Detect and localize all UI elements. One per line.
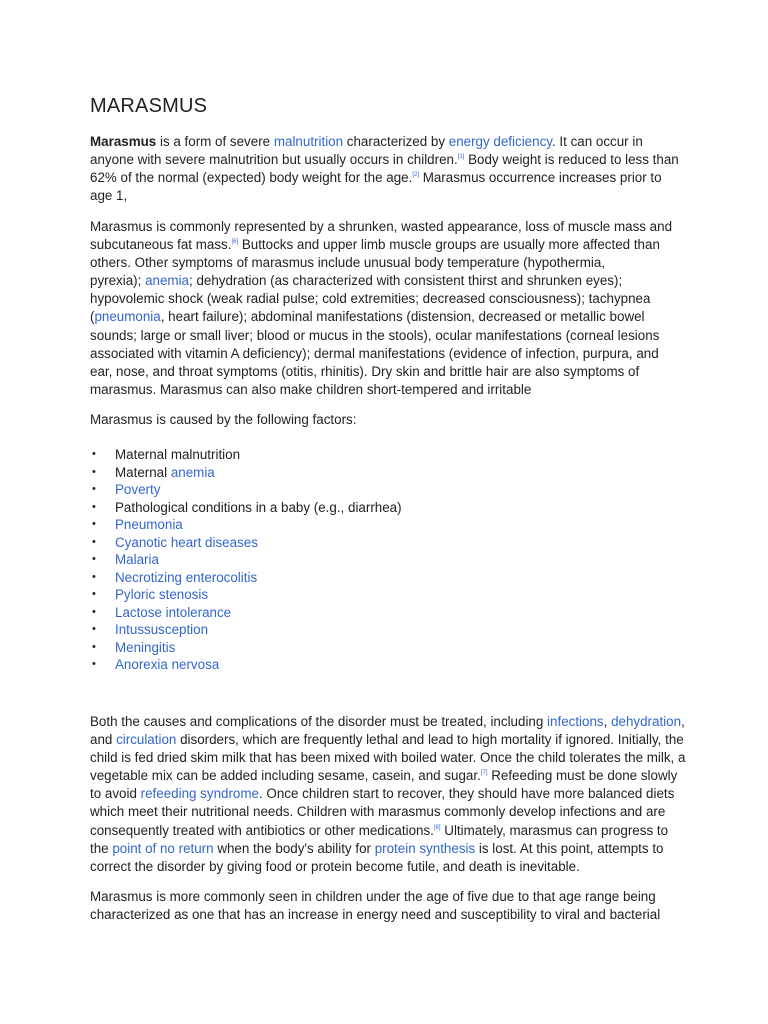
text-run: Ultimately, marasmus can progress to (440, 822, 669, 838)
text-run: consequently treated with antibiotics or other medications. (90, 822, 434, 838)
treatment-line-9: correct the disorder by giving food or protein become futile, and death is inevitable. (90, 858, 580, 874)
bullet-icon: • (92, 483, 96, 495)
link-malnutrition[interactable]: malnutrition (273, 134, 344, 149)
text-run: and (90, 732, 117, 748)
text-run: Body weight is reduced to less than (464, 152, 679, 168)
link-pneumonia[interactable]: pneumonia (94, 309, 161, 325)
prevalence-line-1: Marasmus is more commonly seen in children under the age of five due to that age range being (90, 889, 656, 904)
bullet-icon: • (92, 640, 96, 653)
link-energy-deficiency[interactable]: energy deficiency (448, 134, 552, 149)
prevalence-paragraph (90, 888, 680, 924)
list-item (90, 481, 402, 499)
bullet-icon: • (92, 465, 96, 478)
term-bold: Marasmus (90, 134, 157, 149)
link-circulation[interactable]: circulation (116, 732, 177, 748)
causes-intro-line: Marasmus is caused by the following factors: (90, 412, 357, 427)
bullet-icon: • (92, 588, 96, 600)
list-item (90, 551, 402, 569)
symptoms-line-6 (90, 308, 680, 326)
treatment-line-4 (90, 767, 680, 785)
list-item-link[interactable]: Pyloric stenosis (115, 587, 209, 602)
text-run: vegetable mix can be added including sesame, casein, and sugar. (90, 768, 481, 784)
causes-list (90, 446, 402, 674)
text-run: to avoid (90, 786, 141, 802)
list-item-link[interactable]: Poverty (115, 482, 161, 497)
list-item-text: Maternal malnutrition (115, 447, 241, 462)
list-item (90, 516, 402, 534)
text-run: the (90, 840, 113, 856)
treatment-paragraph (90, 713, 686, 876)
text-run: . Once children start to recover, they should have more balanced diets (258, 786, 675, 802)
treatment-line-5 (90, 785, 680, 803)
list-item-link[interactable]: Lactose intolerance (115, 604, 232, 620)
list-item-link[interactable]: Intussusception (115, 622, 209, 637)
prevalence-line-2: characterized as one that has an increase in energy need and susceptibility to viral and bacterial (90, 907, 661, 923)
list-item-text: Maternal (115, 464, 171, 480)
text-run: is lost. At this point, attempts to (475, 840, 664, 856)
intro-paragraph (90, 133, 680, 205)
list-item (90, 446, 402, 464)
link-anemia[interactable]: anemia (145, 273, 189, 289)
citation-ref[interactable]: [8] (433, 824, 441, 831)
symptoms-line-5: hypovolemic shock (weak radial pulse; cold extremities; decreased consciousness); tachypnea (90, 291, 651, 307)
link-refeeding-syndrome[interactable]: refeeding syndrome (140, 786, 259, 802)
intro-line-2 (90, 151, 680, 169)
symptoms-line-4 (90, 272, 680, 290)
list-item (90, 621, 402, 639)
citation-ref[interactable]: [1] (457, 154, 465, 161)
symptoms-line-9: ear, nose, and throat symptoms (otitis, rhinitis). Dry skin and brittle hair are also symptoms of (90, 363, 640, 379)
link-dehydration[interactable]: dehydration (611, 714, 682, 729)
treatment-line-7 (90, 822, 680, 840)
list-item (90, 499, 402, 517)
symptoms-line-1: Marasmus is commonly represented by a shrunken, wasted appearance, loss of muscle mass and (90, 219, 673, 234)
intro-line-4: age 1, (90, 188, 128, 204)
list-item-link[interactable]: Pneumonia (115, 517, 183, 532)
symptoms-line-7: sounds; large or small liver; blood or mucus in the stools), ocular manifestations (corneal lesions (90, 327, 660, 343)
text-run: pyrexia); (90, 273, 146, 289)
list-item (90, 604, 402, 622)
list-item-link[interactable]: Necrotizing enterocolitis (115, 569, 258, 585)
text-run: 62% of the normal (expected) body weight for the age. (90, 170, 413, 186)
treatment-line-1 (90, 713, 685, 731)
page-title: MARASMUS (90, 95, 208, 117)
symptoms-line-3: others. Other symptoms of marasmus include unusual body temperature (hypothermia, (90, 255, 606, 271)
symptoms-line-8: associated with vitamin A deficiency); dermal manifestations (evidence of infection, purpura, and (90, 345, 659, 361)
list-item (90, 656, 402, 674)
text-run: Marasmus occurrence increases prior to (418, 170, 662, 186)
bullet-icon: • (92, 448, 96, 460)
list-item (90, 534, 402, 552)
bullet-icon: • (92, 605, 96, 618)
list-item-link[interactable]: anemia (170, 464, 215, 480)
text-run: ( (90, 309, 95, 325)
list-item-link[interactable]: Meningitis (115, 639, 176, 655)
treatment-line-8 (90, 840, 680, 858)
list-item-link[interactable]: Anorexia nervosa (115, 657, 220, 672)
list-item (90, 464, 402, 482)
treatment-line-3: child is fed dried skim milk that has been mixed with boiled water. Once the child tolerates the milk, a (90, 750, 686, 766)
list-item (90, 639, 402, 657)
bullet-icon: • (92, 570, 96, 583)
bullet-icon: • (92, 658, 96, 670)
citation-ref[interactable]: [6] (231, 239, 239, 246)
text-run: , (681, 714, 685, 729)
symptoms-line-10: marasmus. Marasmus can also make children short-tempered and irritable (90, 381, 532, 397)
text-run: ; dehydration (as characterized with consistent thirst and shrunken eyes); (189, 273, 623, 289)
text-run: disorders, which are frequently lethal and lead to high mortality if ignored. Initially, the (176, 732, 684, 748)
text-run: is a form of severe (156, 134, 274, 149)
text-run: . It can occur in (551, 134, 643, 149)
citation-ref[interactable]: [7] (480, 770, 488, 777)
bullet-icon: • (92, 553, 96, 565)
text-run: anyone with severe malnutrition but usually occurs in children. (90, 152, 458, 168)
symptoms-line-2 (90, 236, 680, 254)
link-infections[interactable]: infections (547, 714, 604, 729)
list-item-link[interactable]: Cyanotic heart diseases (115, 534, 258, 550)
treatment-line-6: which meet their nutritional needs. Children with marasmus commonly develop infections and are (90, 804, 666, 820)
list-item (90, 586, 402, 604)
causes-intro (90, 411, 680, 429)
list-item-text: Pathological conditions in a baby (e.g., diarrhea) (115, 499, 402, 515)
bullet-icon: • (92, 535, 96, 548)
text-run: Buttocks and upper limb muscle groups are usually more affected than (238, 237, 660, 253)
citation-ref[interactable]: [2] (412, 172, 419, 179)
text-run: when the body's ability for (213, 840, 375, 856)
list-item (90, 569, 402, 587)
text-run: Refeeding must be done slowly (487, 768, 678, 784)
bullet-icon: • (92, 500, 96, 513)
bullet-icon: • (92, 623, 96, 635)
bullet-icon: • (92, 518, 96, 530)
list-item-link[interactable]: Malaria (115, 552, 159, 567)
link-point-of-no-return[interactable]: point of no return (112, 840, 214, 856)
intro-line-1 (90, 133, 680, 151)
symptoms-paragraph (90, 218, 680, 399)
link-protein-synthesis[interactable]: protein synthesis (374, 840, 476, 856)
text-run: , (603, 714, 612, 729)
intro-line-3 (90, 169, 680, 187)
text-run: , heart failure); abdominal manifestations (distension, decreased or metallic bowel (160, 309, 645, 325)
text-run: subcutaneous fat mass. (90, 237, 232, 253)
text-run: characterized by (343, 134, 449, 149)
text-run: Both the causes and complications of the disorder must be treated, including (90, 714, 548, 729)
treatment-line-2 (90, 731, 684, 749)
